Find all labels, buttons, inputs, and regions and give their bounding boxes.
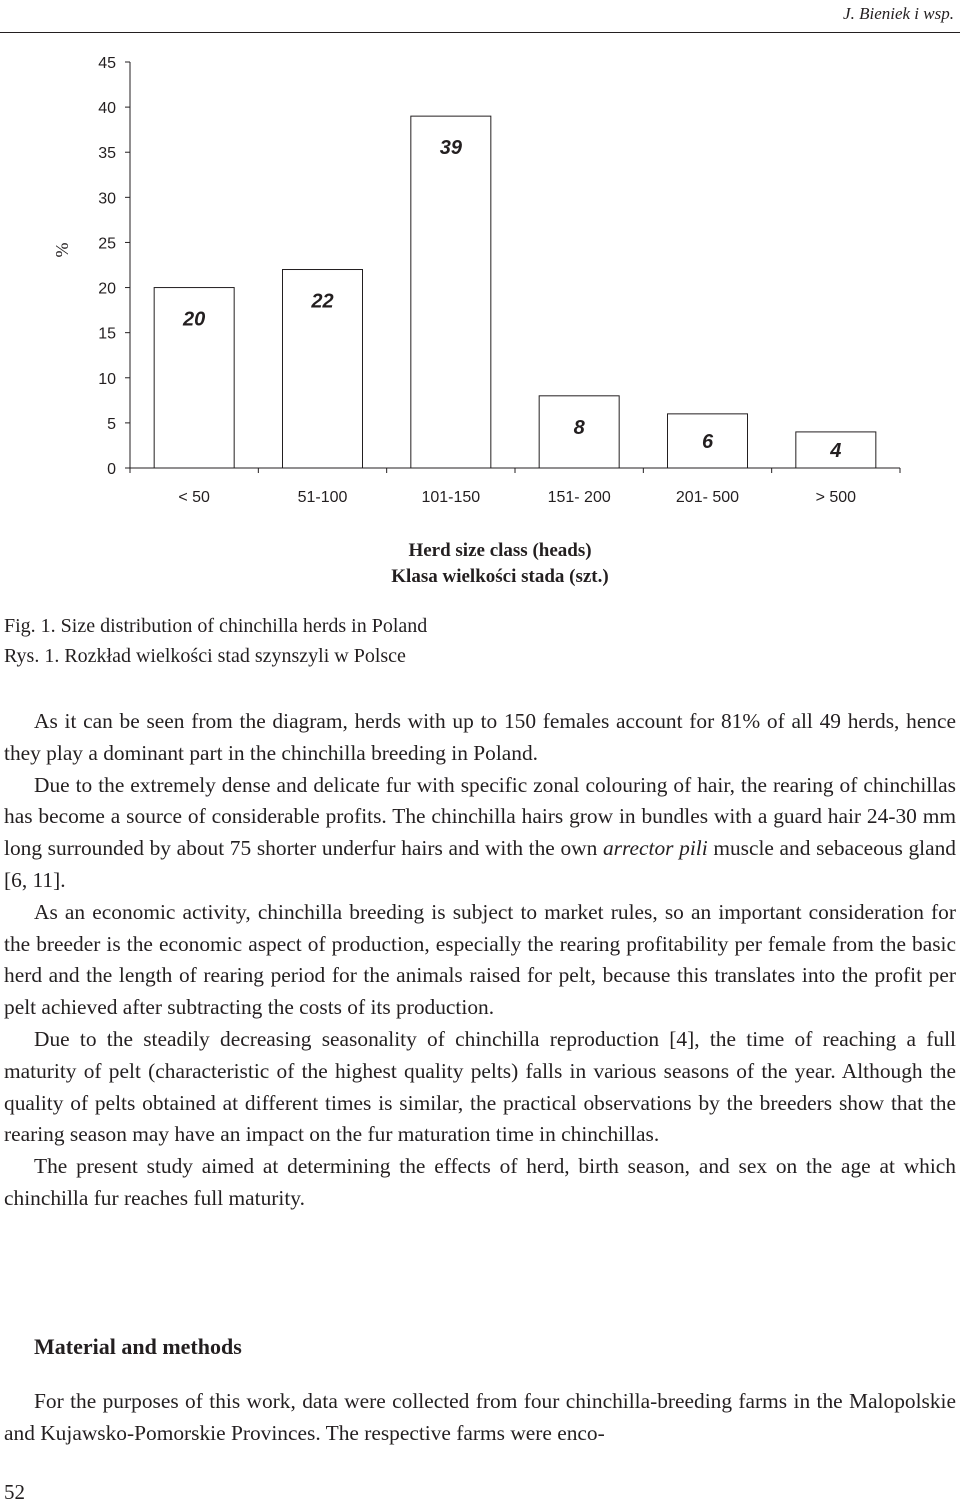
paragraph-2-part-a: Due to the extremely dense and delicate fur with specific zonal colouring of hair, the rearing of chinchillas has become a source of considerable profits. The chinchilla hairs grow in bundles with a guard hair 24-30 mm long surrounded by about 75 shorter underfur hairs and with the own: [4, 772, 956, 861]
category-label: 51-100: [297, 489, 348, 506]
body-text: [4, 706, 956, 1215]
data-label: 8: [573, 416, 585, 439]
paragraph-2: [4, 770, 956, 897]
y-tick-label: 15: [98, 325, 116, 343]
running-head: J. Bieniek i wsp.: [843, 4, 954, 23]
y-tick-label: 40: [98, 100, 116, 118]
x-axis-title-pl: Klasa wielkości stada (szt.): [391, 566, 609, 587]
paragraph-3: As an economic activity, chinchilla breeding is subject to market rules, so an important consideration for the breeder is the economic aspect of production, especially the rearing profitability per female from the basic herd and the length of rearing period for the animals raised for pelt, because this translates into the profit per pelt achieved after subtracting the costs of its production.: [4, 899, 956, 1020]
figure-caption-en: Fig. 1. Size distribution of chinchilla herds in Poland: [4, 615, 428, 637]
data-label: 39: [439, 137, 462, 160]
paragraph-5: The present study aimed at determining the effects of herd, birth season, and sex on the age at which chinchilla fur reaches full maturity.: [4, 1154, 956, 1210]
data-label: 20: [183, 308, 206, 331]
paragraph-4: Due to the steadily decreasing seasonality of chinchilla reproduction [4], the time of reaching a full maturity of pelt (characteristic of the highest quality pelts) falls in various seasons of the year. Although the quality of pelts obtained at different times is similar, the practical observations by the breeders show that the rearing season may have an impact on the fur maturation time in chinchillas.: [4, 1026, 956, 1147]
paragraph-2-italic: arrector pili: [602, 836, 708, 861]
category-label: < 50: [178, 489, 210, 506]
y-tick-label: 5: [107, 415, 116, 433]
y-tick-label: 35: [98, 145, 116, 163]
paragraph-1: As it can be seen from the diagram, herds with up to 150 females account for 81% of all 49 herds, hence they play a dominant part in the chinchilla breeding in Poland.: [4, 709, 956, 765]
y-axis-title: %: [52, 242, 72, 258]
herd-size-chart: [0, 40, 960, 600]
data-label: 6: [701, 430, 714, 453]
category-label: 151- 200: [547, 489, 611, 506]
methods-text: [4, 1386, 956, 1450]
category-label: 101-150: [421, 489, 481, 506]
y-tick-label: 0: [107, 461, 116, 478]
data-label: 4: [830, 439, 842, 462]
page-number: 52: [4, 1480, 25, 1504]
paragraph-2-part-b: muscle and sebaceous gland [6, 11].: [4, 836, 956, 892]
methods-paragraph-1: For the purposes of this work, data were collected from four chinchilla-breeding farms in the Malopolskie and Kujawsko-Pomorskie Provinces. The respective farms were enco-: [4, 1389, 956, 1445]
header-rule: [0, 32, 960, 33]
figure-caption-pl: Rys. 1. Rozkład wielkości stad szynszyli w Polsce: [4, 645, 406, 667]
category-label: 201- 500: [675, 489, 740, 506]
y-tick-label: 30: [98, 190, 116, 208]
bar-chart-svg: [0, 40, 960, 540]
y-tick-label: 25: [98, 235, 116, 253]
category-label: > 500: [815, 489, 857, 506]
y-tick-label: 45: [98, 55, 116, 72]
y-tick-label: 20: [98, 280, 116, 298]
y-tick-label: 10: [98, 370, 116, 388]
data-label: 22: [311, 290, 334, 313]
x-axis-title-en: Herd size class (heads): [408, 540, 592, 561]
bar: [411, 116, 491, 468]
section-title: Material and methods: [34, 1334, 242, 1359]
